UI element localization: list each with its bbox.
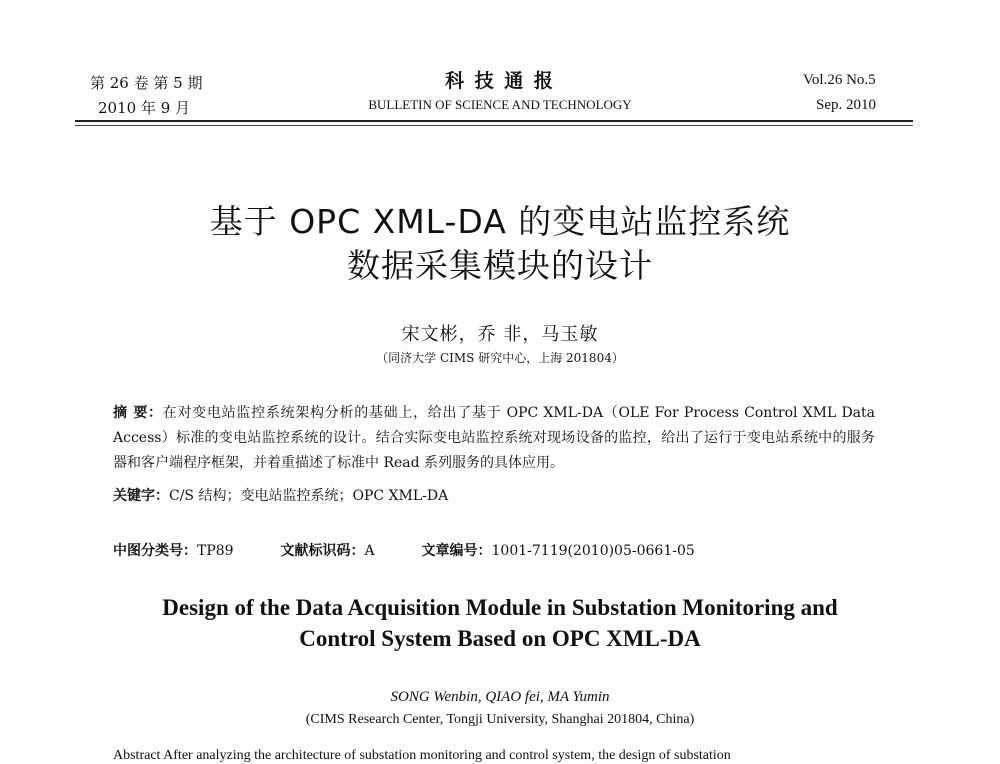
- volume-en: Vol.26 No.5: [803, 72, 876, 88]
- affiliation-en: (CIMS Research Center, Tongji University, Shanghai 201804, China): [305, 712, 695, 727]
- title-en-line2: Control System Based on OPC XML-DA: [299, 626, 701, 651]
- classification-line: [113, 540, 695, 560]
- keywords-cn-text: C/S 结构；变电站监控系统；OPC XML-DA: [169, 488, 449, 504]
- clc-label: 中图分类号：: [113, 543, 197, 559]
- article-no-label: 文章编号：: [421, 543, 492, 559]
- abstract-cn-text: 在对变电站监控系统架构分析的基础上，给出了基于 OPC XML-DA（OLE For Process Control XML Data Access）标准的变电站监控系统的设计。结合实际变电站监控系统对现场设备的监控，给出了运行于变电站系统中的服务器和客户端程序框架，并着重描述了标准中 Read 系列服务的具体应用。: [113, 405, 875, 471]
- journal-title-cn: 科 技 通 报: [445, 70, 555, 92]
- abstract-cn: [113, 401, 875, 476]
- clc-value: TP89: [197, 543, 234, 559]
- abstract-en-partial: Abstract After analyzing the architecture of substation monitoring and control system, the design of substation: [113, 748, 731, 763]
- date-en: Sep. 2010: [816, 97, 876, 113]
- title-en-line1: Design of the Data Acquisition Module in Substation Monitoring and: [162, 595, 838, 620]
- abstract-cn-label: 摘 要：: [113, 405, 163, 421]
- header-rule-bottom: [75, 125, 913, 126]
- authors-en: SONG Wenbin, QIAO fei, MA Yumin: [390, 689, 610, 705]
- header-rule-top: [75, 120, 913, 122]
- title-cn-line1: 基于 OPC XML-DA 的变电站监控系统: [209, 202, 791, 241]
- authors-cn: 宋文彬，乔 非，马玉敏: [401, 324, 599, 345]
- affiliation-cn: （同济大学 CIMS 研究中心，上海 201804）: [376, 351, 624, 365]
- doc-code-label: 文献标识码：: [280, 543, 365, 559]
- volume-cn: 第 26 卷 第 5 期: [90, 74, 203, 92]
- date-cn: 2010 年 9 月: [98, 99, 191, 117]
- keywords-cn: [113, 484, 875, 509]
- title-cn-line2: 数据采集模块的设计: [347, 246, 653, 285]
- keywords-cn-label: 关键字：: [113, 488, 169, 504]
- doc-code-value: A: [364, 543, 375, 559]
- article-no-value: 1001-7119(2010)05-0661-05: [491, 543, 695, 559]
- journal-title-en: BULLETIN OF SCIENCE AND TECHNOLOGY: [368, 97, 632, 112]
